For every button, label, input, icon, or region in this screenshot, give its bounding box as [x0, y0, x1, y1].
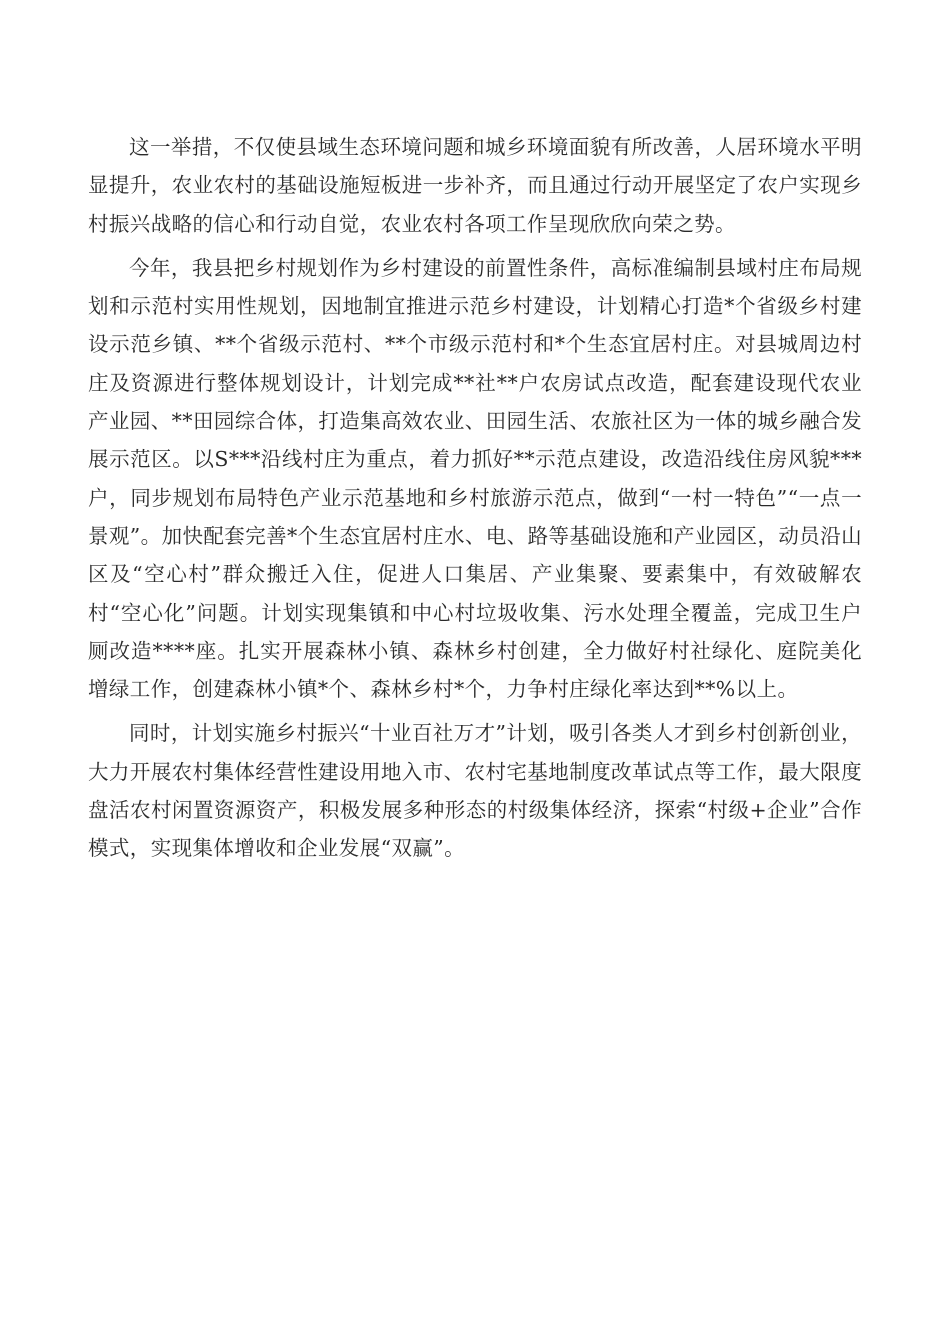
- document-page: [88, 128, 862, 868]
- paragraph-2: 今年，我县把乡村规划作为乡村建设的前置性条件，高标准编制县域村庄布局规划和示范村实用性规划，因地制宜推进示范乡村建设，计划精心打造*个省级乡村建设示范乡镇、**个省级示范村、**个市级示范村和*个生态宜居村庄。对县城周边村庄及资源进行整体规划设计，计划完成**社**户农房试点改造，配套建设现代农业产业园、**田园综合体，打造集高效农业、田园生活、农旅社区为一体的城乡融合发展示范区。以S***沿线村庄为重点，着力抓好**示范点建设，改造沿线住房风貌***户，同步规划布局特色产业示范基地和乡村旅游示范点，做到“一村一特色”“一点一景观”。加快配套完善*个生态宜居村庄水、电、路等基础设施和产业园区，动员沿山区及“空心村”群众搬迁入住，促进人口集居、产业集聚、要素集中，有效破解农村“空心化”问题。计划实现集镇和中心村垃圾收集、污水处理全覆盖，完成卫生户厕改造****座。扎实开展森林小镇、森林乡村创建，全力做好村社绿化、庭院美化增绿工作，创建森林小镇*个、森林乡村*个，力争村庄绿化率达到**%以上。: [88, 255, 862, 702]
- paragraph-3: 同时，计划实施乡村振兴“十业百社万才”计划，吸引各类人才到乡村创新创业，大力开展农村集体经营性建设用地入市、农村宅基地制度改革试点等工作，最大限度盘活农村闲置资源资产，积极发展多种形态的村级集体经济，探索“村级+企业”合作模式，实现集体增收和企业发展“双赢”。: [88, 721, 862, 861]
- paragraph-1: 这一举措，不仅使县域生态环境问题和城乡环境面貌有所改善，人居环境水平明显提升，农业农村的基础设施短板进一步补齐，而且通过行动开展坚定了农户实现乡村振兴战略的信心和行动自觉，农业农村各项工作呈现欣欣向荣之势。: [88, 135, 862, 236]
